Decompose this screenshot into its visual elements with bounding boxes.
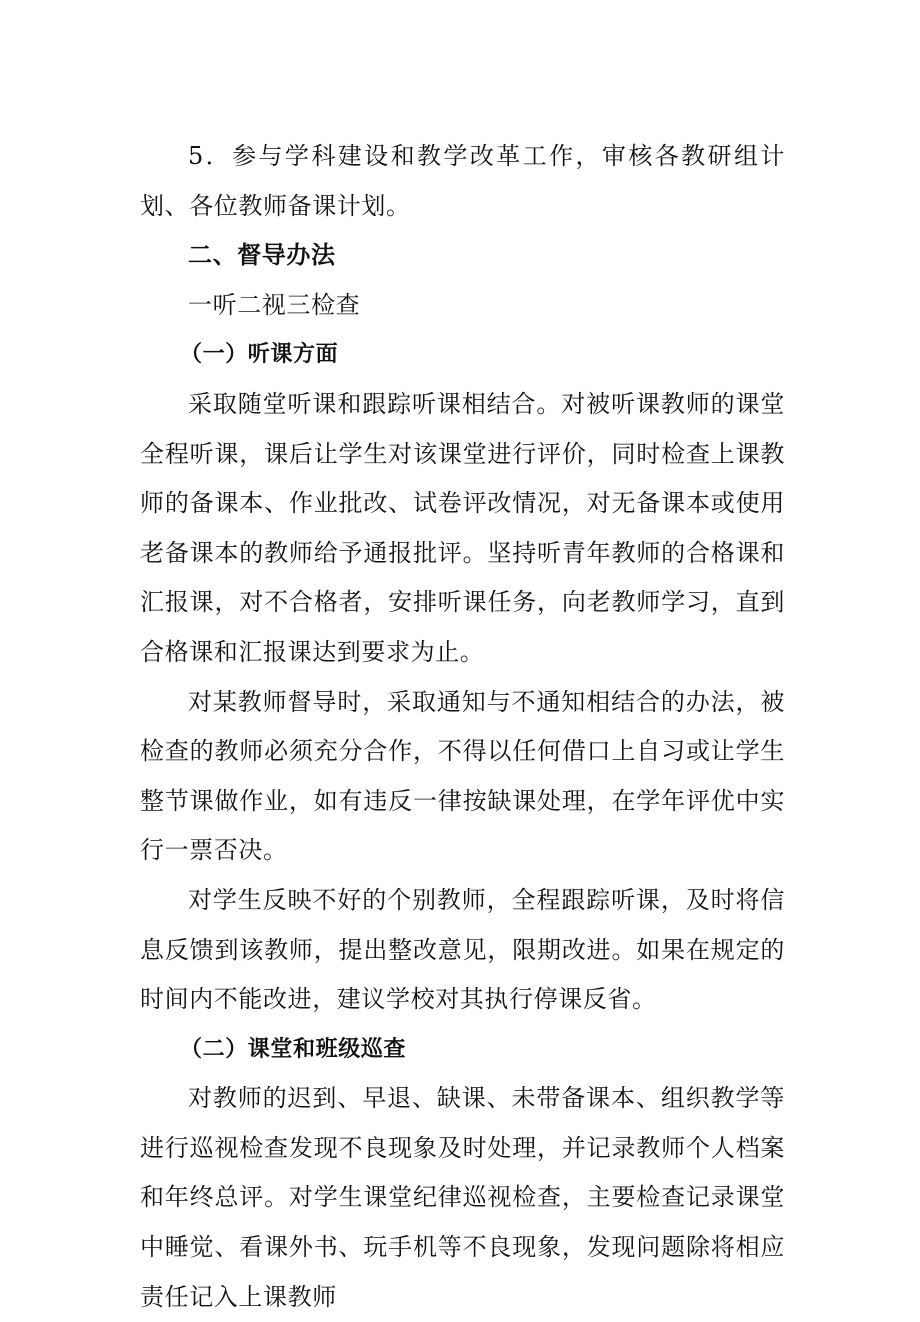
paragraph-observation-method: 采取随堂听课和跟踪听课相结合。对被听课教师的课堂全程听课，课后让学生对该课堂进行评价，同时检查上课教师的备课本、作业批改、试卷评改情况，对无备课本或使用老备课本的教师给予通报批评。坚持听青年教师的合格课和汇报课，对不合格者，安排听课任务，向老教师学习，直到合格课和汇报课达到要求为止。 (140, 389, 785, 666)
paragraph-followup: 对学生反映不好的个别教师，全程跟踪听课，及时将信息反馈到该教师，提出整改意见，限期改进。如果在规定的时间内不能改进，建议学校对其执行停课反省。 (140, 885, 785, 1014)
section-heading-supervision-methods: 二、督导办法 (188, 241, 336, 270)
subheading-classroom-patrol: （二）课堂和班级巡查 (180, 1036, 407, 1062)
paragraph-summary: 一听二视三检查 (188, 290, 361, 319)
paragraph-item-5: 5．参与学科建设和教学改革工作，审核各教研组计划、各位教师备课计划。 (140, 142, 785, 220)
subheading-lesson-observation: （一）听课方面 (180, 342, 339, 368)
paragraph-notice-method: 对某教师督导时，采取通知与不通知相结合的办法，被检查的教师必须充分合作，不得以任何借口上自习或让学生整节课做作业，如有违反一律按缺课处理，在学年评优中实行一票否决。 (140, 687, 785, 865)
document-body (140, 132, 785, 1322)
paragraph-patrol: 对教师的迟到、早退、缺课、未带备课本、组织教学等进行巡视检查发现不良现象及时处理，并记录教师个人档案和年终总评。对学生课堂纪律巡视检查，主要检查记录课堂中睡觉、看课外书、玩手机等不良现象，发现问题除将相应责任记入上课教师 (140, 1084, 785, 1311)
